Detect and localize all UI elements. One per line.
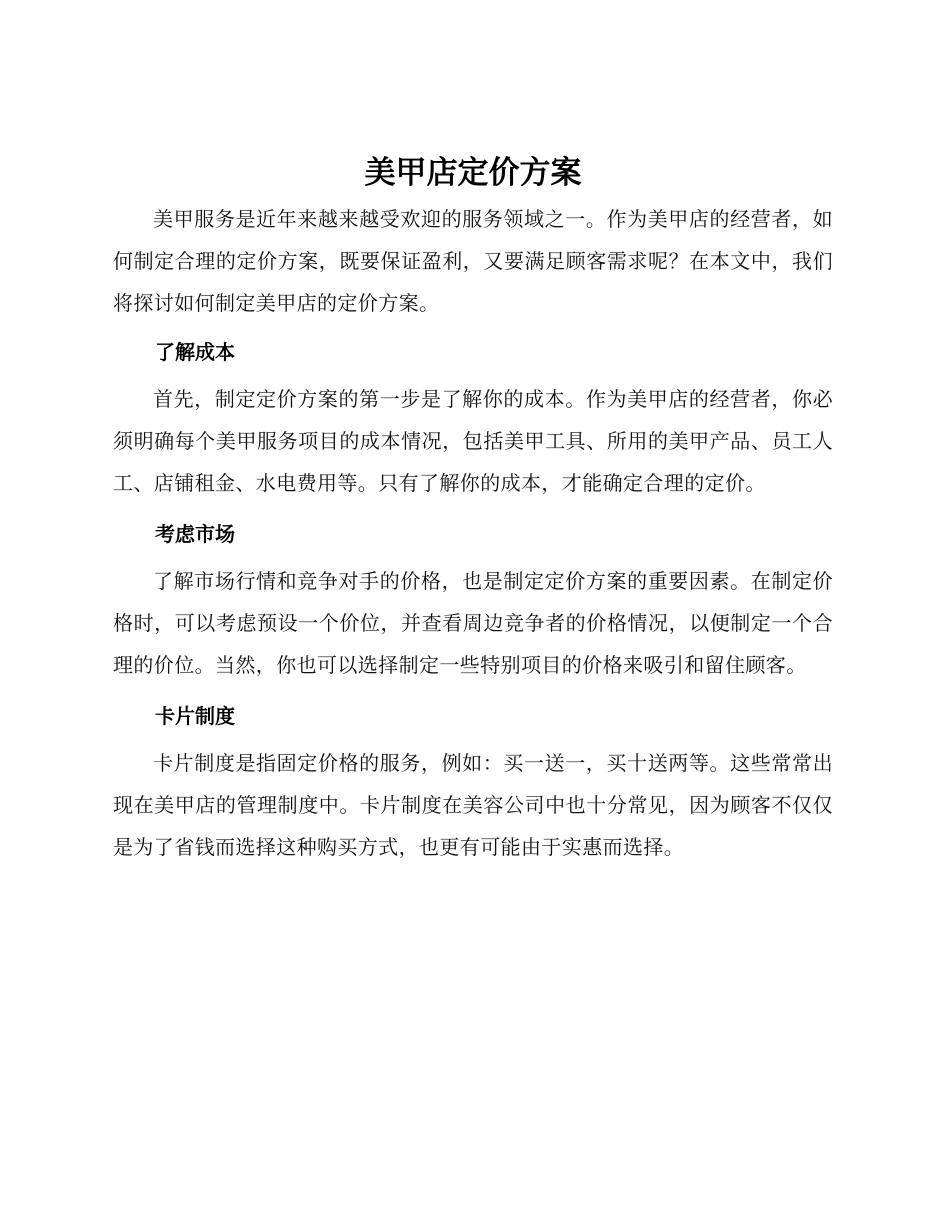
section-body-cost: 首先，制定定价方案的第一步是了解你的成本。作为美甲店的经营者，你必须明确每个美甲服务项目的成本情况，包括美甲工具、所用的美甲产品、员工人工、店铺租金、水电费用等。只有了解你的成本，才能确定合理的定价。 [113, 387, 833, 495]
section-heading-market: 考虑市场 [155, 522, 235, 546]
section-heading-card-system: 卡片制度 [155, 704, 235, 728]
section-cost [113, 338, 833, 504]
section-heading-cost: 了解成本 [155, 340, 235, 364]
document-page [113, 148, 833, 868]
section-card-system [113, 702, 833, 868]
document-title: 美甲店定价方案 [364, 155, 582, 191]
intro-paragraph: 美甲服务是近年来越来越受欢迎的服务领域之一。作为美甲店的经营者，如何制定合理的定价方案，既要保证盈利，又要满足顾客需求呢？在本文中，我们将探讨如何制定美甲店的定价方案。 [113, 207, 833, 315]
section-body-market: 了解市场行情和竞争对手的价格，也是制定定价方案的重要因素。在制定价格时，可以考虑预设一个价位，并查看周边竞争者的价格情况，以便制定一个合理的价位。当然，你也可以选择制定一些特别项目的价格来吸引和留住顾客。 [113, 569, 833, 677]
section-body-card-system: 卡片制度是指固定价格的服务，例如：买一送一，买十送两等。这些常常出现在美甲店的管理制度中。卡片制度在美容公司中也十分常见，因为顾客不仅仅是为了省钱而选择这种购买方式，也更有可能由于实惠而选择。 [113, 751, 833, 859]
section-market [113, 520, 833, 686]
